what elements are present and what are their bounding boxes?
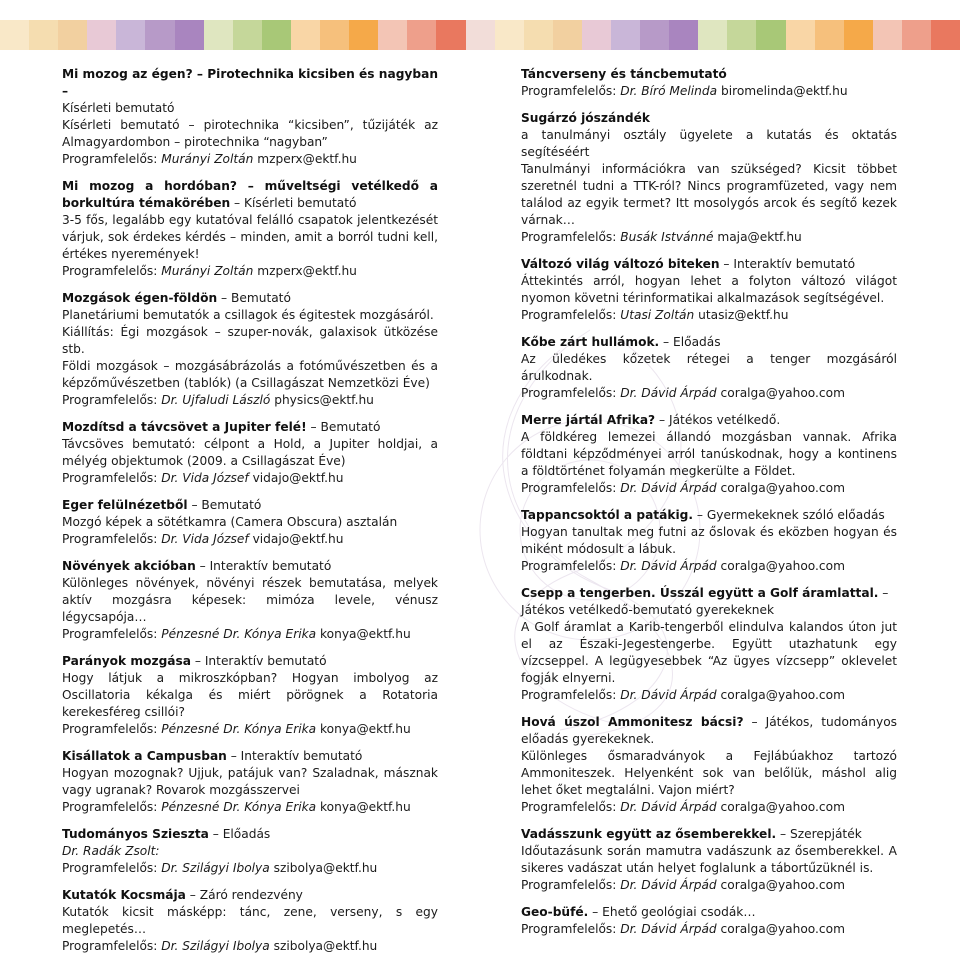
entry-title: Táncverseny és táncbemutató [521, 67, 727, 81]
responsible-email: konya@ektf.hu [316, 800, 411, 814]
entry-type: – Játékos, tudományos előadás gyerekeknek. [521, 715, 898, 746]
responsible-person: Dr. Szilágyi Ibolya [161, 861, 270, 875]
entry-title: Sugárzó jószándék [521, 111, 651, 125]
entry-type: – Bemutató [187, 498, 262, 512]
stripe-swatch [204, 20, 233, 50]
program-entry [62, 290, 438, 409]
entry-description: Az üledékes kőzetek rétegei a tenger mozgásáról árulkodnak. [521, 352, 897, 383]
entry-heading [521, 412, 897, 429]
program-entry [521, 334, 897, 402]
program-entry [62, 826, 438, 877]
entry-type: – Előadás [208, 827, 271, 841]
program-entry [62, 887, 438, 955]
stripe-swatch [262, 20, 291, 50]
program-entry [521, 110, 897, 246]
program-responsible [62, 151, 438, 168]
entry-type: – Ehető geológiai csodák… [588, 905, 756, 919]
program-entry [62, 419, 438, 487]
stripe-swatch [175, 20, 204, 50]
entry-description: Földi mozgások – mozgásábrázolás a fotóművészetben és a képzőművészetben (tablók) (a Csillagászat Nemzetközi Éve) [62, 359, 438, 390]
entry-title: Növények akcióban [62, 559, 196, 573]
responsible-person: Dr. Dávid Árpád [620, 481, 717, 495]
entry-title: Mozgások égen-földön [62, 291, 218, 305]
responsible-person: Busák Istvánné [620, 230, 714, 244]
stripe-swatch [698, 20, 727, 50]
entry-description: Hogyan mozognak? Ujjuk, patájuk van? Szaladnak, másznak vagy ugranak? Rovarok mozgásszervei [62, 766, 438, 797]
responsible-label: Programfelelős: [62, 939, 162, 953]
entry-description: Különleges ősmaradványok a Fejlábúakhoz tartozó Ammoniteszek. Helyenként sok van belőlük, máshol alig lehet őket megtalálni. Vajon miért? [521, 749, 897, 797]
entry-title: Tudományos Szieszta [62, 827, 209, 841]
entry-description: Időutazásunk során mamutra vadászunk az ősemberekkel. A sikeres vadászat után helyet foglalunk a tábortűzüknél is. [521, 844, 897, 875]
responsible-email: coralga@yahoo.com [716, 800, 845, 814]
entry-title: Parányok mozgása [62, 654, 191, 668]
entry-description: 3-5 fős, legalább egy kutatóval felálló csapatok jelentkezését várjuk, sok érdekes kérdés – minden, amit a borról tudni kell, értékes nyeremények! [62, 213, 438, 261]
entry-description: Játékos vetélkedő-bemutató gyerekeknek [521, 603, 775, 617]
program-entry [521, 826, 897, 894]
responsible-label: Programfelelős: [62, 722, 162, 736]
responsible-person: Dr. Bíró Melinda [620, 84, 718, 98]
responsible-person: Dr. Dávid Árpád [620, 878, 717, 892]
entry-type: – Előadás [659, 335, 721, 349]
program-responsible [62, 626, 438, 643]
stripe-swatch [669, 20, 698, 50]
responsible-email: coralga@yahoo.com [716, 386, 845, 400]
responsible-email: coralga@yahoo.com [716, 922, 845, 936]
program-responsible [521, 921, 897, 938]
stripe-swatch [931, 20, 960, 50]
program-entry [521, 507, 897, 575]
responsible-person: Dr. Dávid Árpád [620, 559, 717, 573]
entry-type: – Játékos vetélkedő. [655, 413, 781, 427]
entry-type: – Gyermekeknek szóló előadás [693, 508, 885, 522]
responsible-email: szibolya@ektf.hu [269, 939, 378, 953]
entry-title: Mi mozog az égen? – Pirotechnika kicsiben és nagyban – [62, 67, 438, 98]
program-responsible [62, 263, 438, 280]
program-entry [62, 178, 438, 280]
stripe-swatch [291, 20, 320, 50]
entry-description: Kutatók kicsit másképp: tánc, zene, verseny, s egy meglepetés… [62, 905, 438, 936]
responsible-person: Dr. Dávid Árpád [620, 688, 717, 702]
entry-heading [521, 826, 897, 843]
entry-type: – Bemutató [306, 420, 381, 434]
responsible-email: utasiz@ektf.hu [694, 308, 789, 322]
stripe-swatch [756, 20, 785, 50]
program-entry [62, 748, 438, 816]
stripe-swatch [466, 20, 495, 50]
program-entry [521, 904, 897, 938]
program-responsible [62, 721, 438, 738]
entry-heading [62, 653, 438, 670]
responsible-email: konya@ektf.hu [316, 627, 411, 641]
stripe-swatch [524, 20, 553, 50]
responsible-email: coralga@yahoo.com [716, 559, 845, 573]
stripe-swatch [29, 20, 58, 50]
entry-heading [62, 826, 438, 843]
entry-description: A Golf áramlat a Karib-tengerből elindulva kalandos úton jut el az Északi-Jegestengerbe. Együtt utazhatunk egy vízcseppel. A legügyesebbek “Az ügyes vízcsepp” oklevelet fogják elnyerni. [521, 620, 897, 685]
program-responsible [521, 480, 897, 497]
entry-type: – Interaktív bemutató [195, 559, 332, 573]
entry-heading [62, 290, 438, 307]
responsible-person: Pénzesné Dr. Kónya Erika [161, 722, 317, 736]
responsible-label: Programfelelős: [62, 800, 162, 814]
responsible-label: Programfelelős: [62, 264, 162, 278]
responsible-label: Programfelelős: [521, 230, 621, 244]
right-column [521, 66, 897, 948]
responsible-email: maja@ektf.hu [713, 230, 802, 244]
responsible-label: Programfelelős: [62, 861, 162, 875]
stripe-swatch [0, 20, 29, 50]
responsible-label: Programfelelős: [521, 800, 621, 814]
entry-type: – Kísérleti bemutató [230, 196, 357, 210]
stripe-swatch [87, 20, 116, 50]
entry-heading [62, 887, 438, 904]
responsible-label: Programfelelős: [521, 559, 621, 573]
responsible-person: Dr. Ujfaludi László [161, 393, 271, 407]
program-responsible [62, 799, 438, 816]
responsible-email: konya@ektf.hu [316, 722, 411, 736]
left-column [62, 66, 438, 965]
entry-heading [62, 178, 438, 212]
entry-title: Mi mozog a hordóban? – műveltségi vetélkedő a borkultúra témakörében [62, 179, 438, 210]
program-entry [521, 256, 897, 324]
responsible-label: Programfelelős: [521, 688, 621, 702]
entry-title: Merre jártál Afrika? [521, 413, 656, 427]
stripe-swatch [786, 20, 815, 50]
program-responsible [521, 229, 897, 246]
stripe-swatch [378, 20, 407, 50]
program-responsible [521, 385, 897, 402]
stripe-swatch [145, 20, 174, 50]
program-entry [521, 585, 897, 704]
program-responsible [521, 558, 897, 575]
entry-title: Kutatók Kocsmája [62, 888, 186, 902]
program-responsible [521, 307, 897, 324]
responsible-label: Programfelelős: [62, 471, 162, 485]
stripe-swatch [873, 20, 902, 50]
stripe-swatch [815, 20, 844, 50]
stripe-swatch [116, 20, 145, 50]
entry-title: Tappancsoktól a patákig. [521, 508, 693, 522]
stripe-swatch [611, 20, 640, 50]
stripe-swatch [902, 20, 931, 50]
color-stripe-header [0, 20, 960, 50]
program-responsible [62, 392, 438, 409]
entry-description: Hogyan tanultak meg futni az őslovak és eközben hogyan és miként módosult a lábuk. [521, 525, 897, 556]
entry-description: Planetáriumi bemutatók a csillagok és égitestek mozgásáról. [62, 308, 434, 322]
responsible-person: Utasi Zoltán [620, 308, 695, 322]
program-entry [62, 558, 438, 643]
responsible-email: physics@ektf.hu [270, 393, 374, 407]
program-entry [62, 497, 438, 548]
responsible-label: Programfelelős: [521, 308, 621, 322]
entry-title: Hová úszol Ammonitesz bácsi? [521, 715, 744, 729]
entry-heading [521, 507, 897, 524]
stripe-swatch [844, 20, 873, 50]
responsible-person: Murányi Zoltán [161, 264, 254, 278]
responsible-person: Dr. Dávid Árpád [620, 386, 717, 400]
stripe-swatch [58, 20, 87, 50]
program-responsible [521, 83, 897, 100]
responsible-person: Pénzesné Dr. Kónya Erika [161, 800, 317, 814]
program-entry [62, 66, 438, 168]
responsible-email: vidajo@ektf.hu [248, 532, 344, 546]
entry-type: – Interaktív bemutató [226, 749, 363, 763]
responsible-label: Programfelelős: [521, 922, 621, 936]
responsible-label: Programfelelős: [521, 481, 621, 495]
entry-title: Csepp a tengerben. Ússzál együtt a Golf áramlattal. [521, 586, 879, 600]
responsible-label: Programfelelős: [62, 393, 162, 407]
responsible-email: vidajo@ektf.hu [248, 471, 344, 485]
entry-type: – Interaktív bemutató [719, 257, 856, 271]
entry-description: Kísérleti bemutató [62, 101, 175, 115]
responsible-person: Dr. Szilágyi Ibolya [161, 939, 270, 953]
entry-heading [521, 334, 897, 351]
entry-heading [62, 66, 438, 100]
responsible-label: Programfelelős: [62, 532, 162, 546]
stripe-swatch [553, 20, 582, 50]
entry-description: Távcsöves bemutató: célpont a Hold, a Jupiter holdjai, a mélyég objektumok (2009. a Csillagászat Éve) [62, 437, 438, 468]
entry-type: – Bemutató [217, 291, 291, 305]
speaker-name: Dr. Radák Zsolt: [62, 844, 160, 858]
responsible-email: szibolya@ektf.hu [269, 861, 378, 875]
program-responsible [521, 687, 897, 704]
entry-title: Változó világ változó biteken [521, 257, 720, 271]
entry-description: Mozgó képek a sötétkamra (Camera Obscura) asztalán [62, 515, 398, 529]
program-responsible [62, 938, 438, 955]
entry-heading [62, 558, 438, 575]
responsible-person: Murányi Zoltán [161, 152, 254, 166]
responsible-label: Programfelelős: [62, 152, 162, 166]
entry-heading [521, 904, 897, 921]
responsible-person: Dr. Vida József [161, 471, 249, 485]
program-responsible [62, 860, 438, 877]
responsible-label: Programfelelős: [62, 627, 162, 641]
entry-description: Kiállítás: Égi mozgások – szuper-novák, galaxisok ütközése stb. [62, 325, 438, 356]
responsible-label: Programfelelős: [521, 84, 621, 98]
entry-heading [62, 497, 438, 514]
stripe-swatch [582, 20, 611, 50]
stripe-swatch [495, 20, 524, 50]
entry-description: Különleges növények, növényi részek bemutatása, melyek aktív mozgásra képesek: mimóza levele, vénusz légycsapója… [62, 576, 438, 624]
entry-type: – [878, 586, 889, 600]
entry-heading [521, 585, 897, 602]
stripe-swatch [349, 20, 378, 50]
entry-title: Kőbe zárt hullámok. [521, 335, 660, 349]
responsible-email: mzperx@ektf.hu [253, 264, 357, 278]
program-entry [62, 653, 438, 738]
entry-description: a tanulmányi osztály ügyelete a kutatás és oktatás segítéséért [521, 128, 897, 159]
entry-heading [521, 256, 897, 273]
program-responsible [521, 877, 897, 894]
responsible-person: Pénzesné Dr. Kónya Erika [161, 627, 317, 641]
responsible-label: Programfelelős: [521, 878, 621, 892]
stripe-swatch [233, 20, 262, 50]
responsible-label: Programfelelős: [521, 386, 621, 400]
responsible-email: coralga@yahoo.com [716, 481, 845, 495]
program-responsible [62, 531, 438, 548]
entry-heading [521, 66, 897, 83]
entry-type: – Záró rendezvény [185, 888, 303, 902]
entry-heading [62, 419, 438, 436]
responsible-email: coralga@yahoo.com [716, 878, 845, 892]
stripe-swatch [436, 20, 465, 50]
program-entry [521, 714, 897, 816]
program-entry [521, 412, 897, 497]
entry-description: Tanulmányi információkra van szükséged? Kicsit többet szeretnél tudni a TTK-ról? Nincs programfüzeted, vagy nem találod az egyik termet? Itt mosolygós arcok és segítő kezek várnak… [521, 162, 897, 227]
program-responsible [521, 799, 897, 816]
entry-heading [62, 748, 438, 765]
entry-title: Geo-büfé. [521, 905, 589, 919]
entry-description: Áttekintés arról, hogyan lehet a folyton változó világot nyomon követni térinformatikai alkalmazások segítségével. [521, 274, 897, 305]
responsible-person: Dr. Dávid Árpád [620, 922, 717, 936]
stripe-swatch [640, 20, 669, 50]
responsible-person: Dr. Dávid Árpád [620, 800, 717, 814]
entry-heading [521, 714, 897, 748]
responsible-email: mzperx@ektf.hu [253, 152, 357, 166]
program-entry [521, 66, 897, 100]
responsible-person: Dr. Vida József [161, 532, 249, 546]
entry-title: Mozdítsd a távcsövet a Jupiter felé! [62, 420, 307, 434]
entry-type: – Szerepjáték [776, 827, 862, 841]
stripe-swatch [320, 20, 349, 50]
entry-type: – Interaktív bemutató [191, 654, 327, 668]
stripe-swatch [407, 20, 436, 50]
entry-title: Kisállatok a Campusban [62, 749, 227, 763]
program-responsible [62, 470, 438, 487]
entry-title: Vadásszunk együtt az ősemberekkel. [521, 827, 777, 841]
entry-description: Kísérleti bemutató – pirotechnika “kicsiben”, tűzijáték az Almagyardombon – pirotechnika “nagyban” [62, 118, 438, 149]
responsible-email: coralga@yahoo.com [716, 688, 845, 702]
stripe-swatch [727, 20, 756, 50]
entry-title: Eger felülnézetből [62, 498, 188, 512]
entry-description: A földkéreg lemezei állandó mozgásban vannak. Afrika földtani képződményei arról tanúskodnak, hogy a kontinens a földtörténet folyamán megkerülte a Földet. [521, 430, 897, 478]
entry-heading [521, 110, 897, 127]
entry-description: Hogy látjuk a mikroszkópban? Hogyan imbolyog az Oscillatoria kékalga és miért pörögnek a Rotatoria kerekesféreg csillói? [62, 671, 438, 719]
responsible-email: biromelinda@ektf.hu [717, 84, 848, 98]
